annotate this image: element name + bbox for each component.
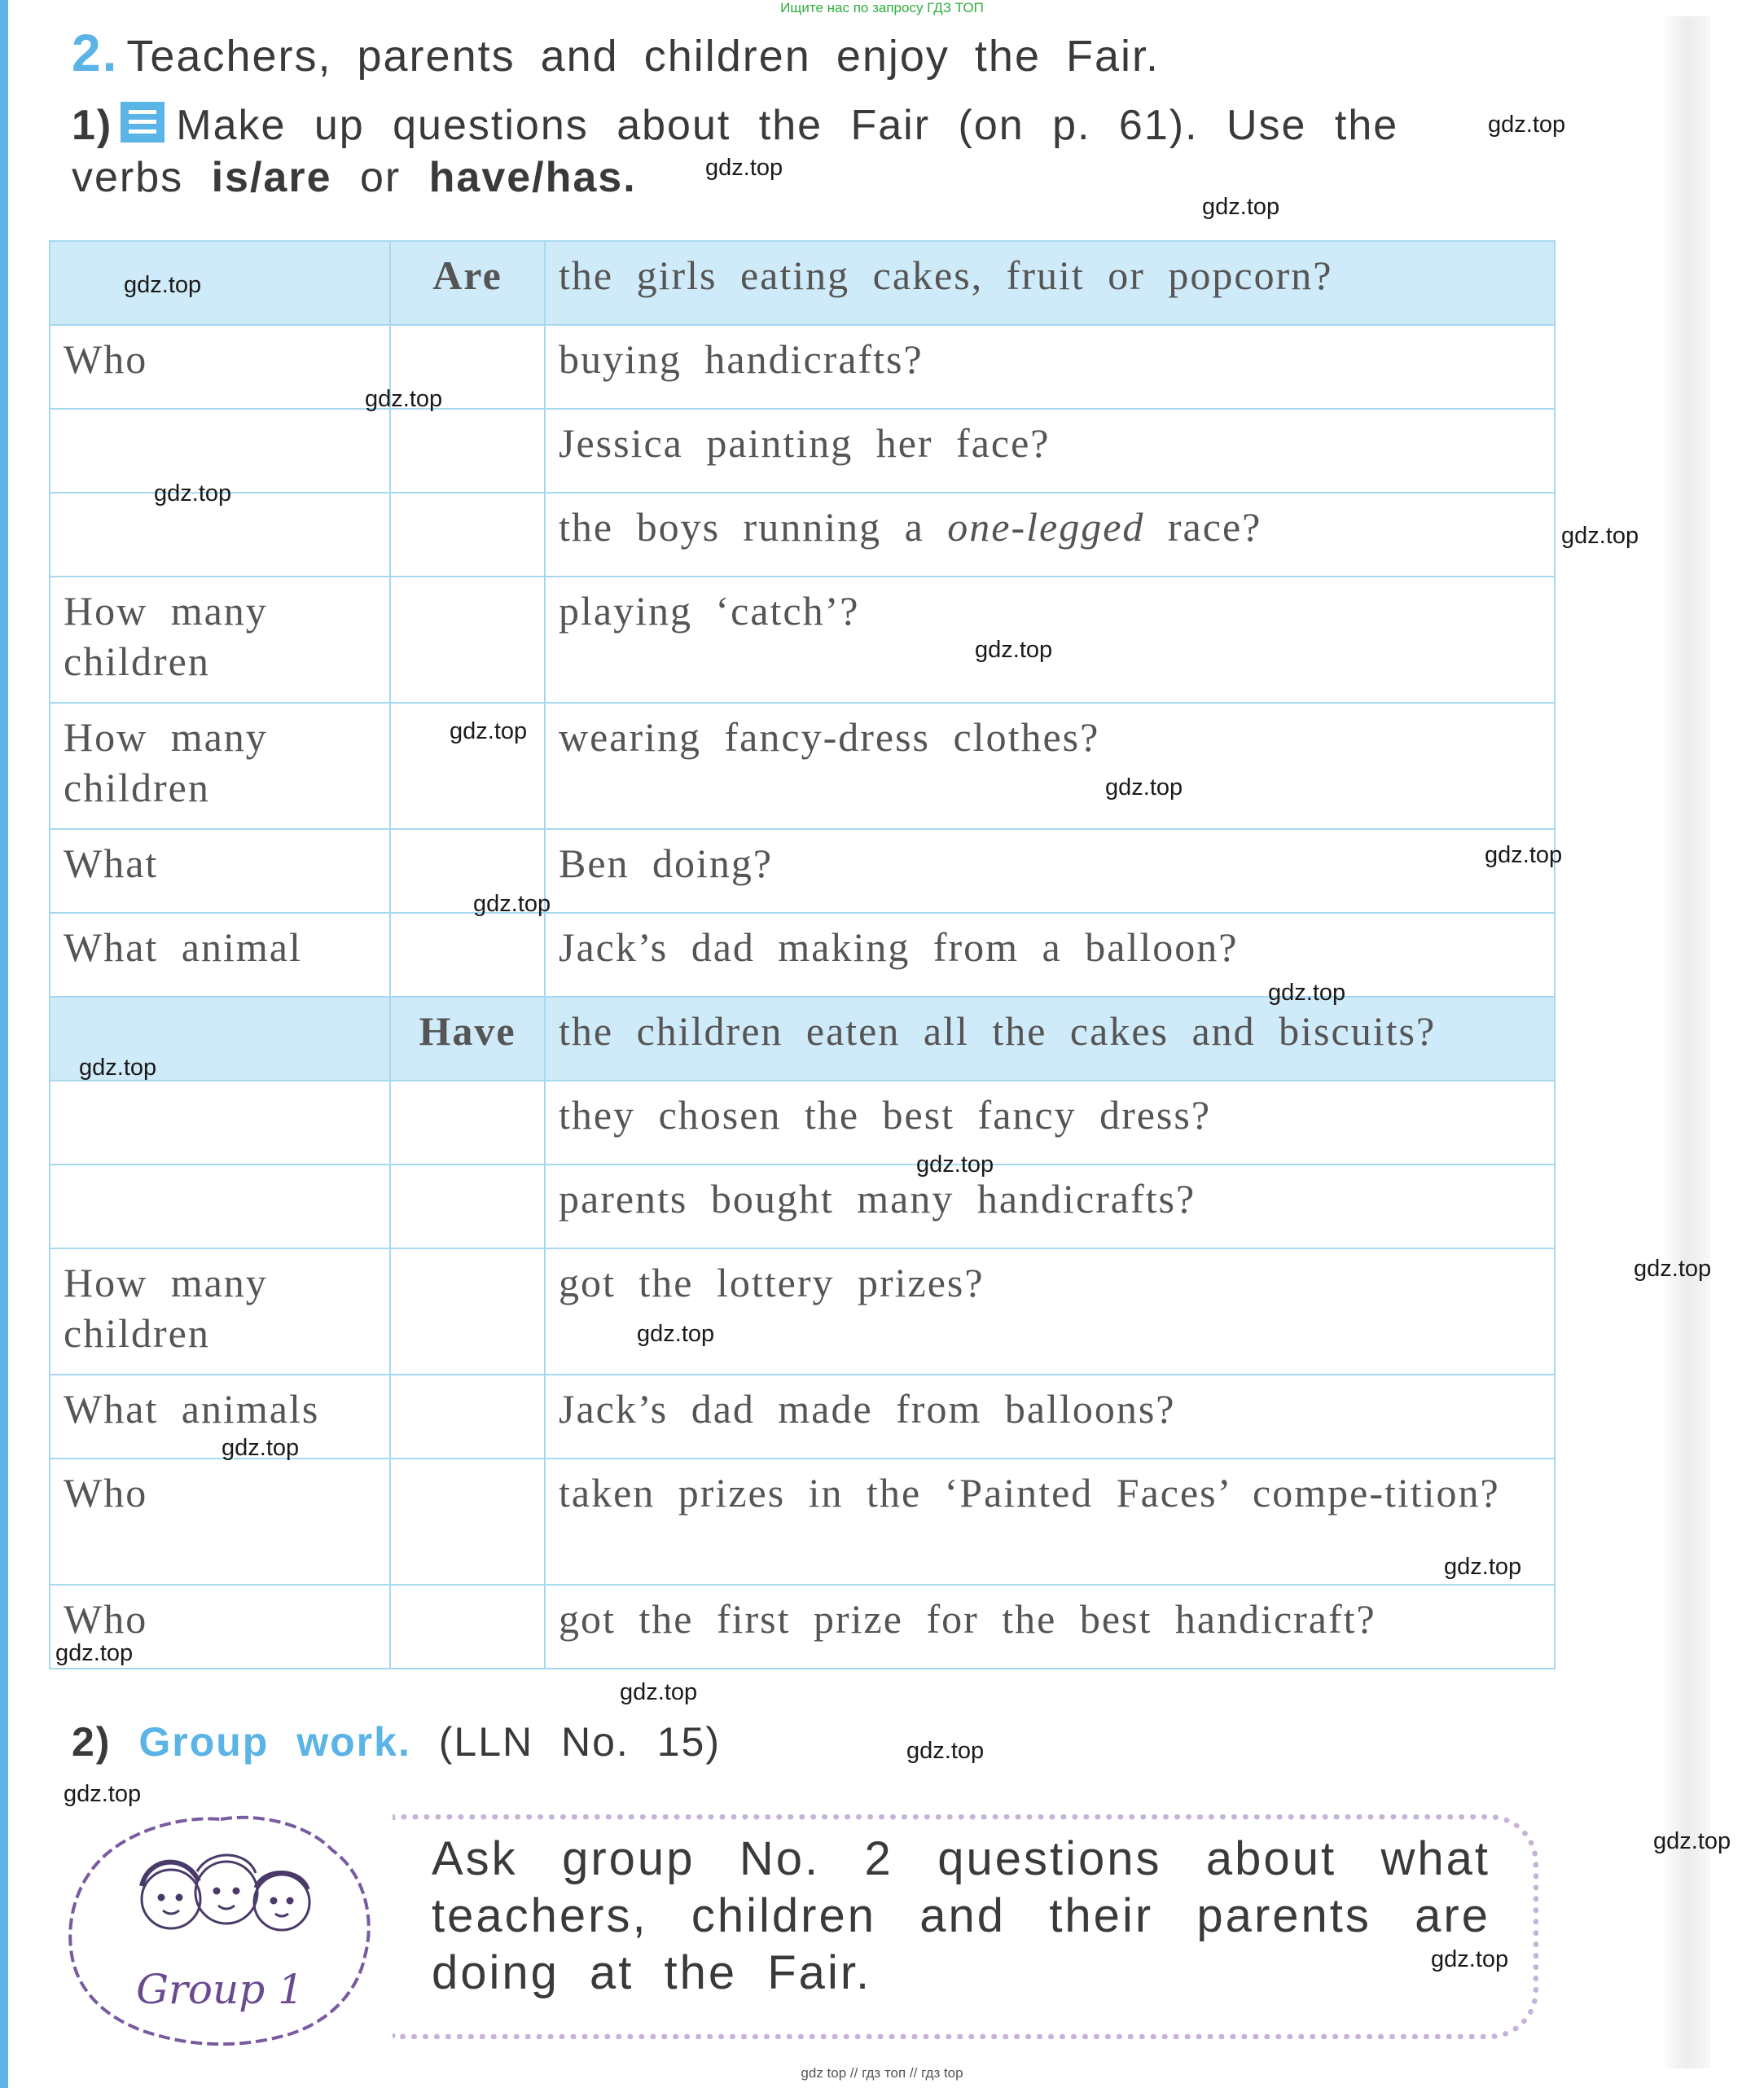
task2-heading <box>72 1718 721 1766</box>
task1-verbs-word: verbs <box>72 154 184 201</box>
task1-instruction <box>72 99 1398 204</box>
rest-cell: playing ‘catch’? <box>545 577 1555 703</box>
task2-prompt: Ask group No. 2 questions about what teachers, children and their parents are doing at the Fair. <box>432 1832 1490 1999</box>
task1-or-word: or <box>359 154 402 201</box>
top-note: Ищите нас по запросу ГДЗ ТОП <box>780 0 984 15</box>
bottom-note: gdz top // гдз топ // гдз top <box>801 2065 963 2081</box>
watermark: gdz.top <box>1202 194 1280 220</box>
watermark: gdz.top <box>975 637 1053 663</box>
verb-cell: Have <box>390 997 545 1081</box>
verb-cell <box>390 493 545 577</box>
exercise-title <box>72 23 1160 83</box>
rest-cell: they chosen the best fancy dress? <box>545 1081 1555 1165</box>
verb-cell <box>390 1248 545 1375</box>
table-row <box>50 493 1555 577</box>
lln-reference: (LLN No. 15) <box>438 1719 721 1765</box>
watermark: gdz.top <box>55 1640 134 1666</box>
rest-cell: got the lottery prizes? <box>545 1248 1555 1375</box>
table-row <box>50 829 1555 913</box>
verb-cell <box>390 913 545 997</box>
watermark: gdz.top <box>620 1679 698 1705</box>
table-row <box>50 1081 1555 1165</box>
watermark: gdz.top <box>473 891 551 917</box>
rest-cell <box>545 493 1555 577</box>
watermark: gdz.top <box>1105 774 1183 801</box>
rest-cell: the girls eating cakes, fruit or popcorn? <box>545 241 1555 325</box>
wh-cell: How many children <box>50 1248 390 1375</box>
rest-cell: wearing fancy-dress clothes? <box>545 703 1555 829</box>
watermark: gdz.top <box>154 480 232 507</box>
watermark: gdz.top <box>365 386 443 412</box>
watermark: gdz.top <box>906 1738 985 1764</box>
table-row <box>50 997 1555 1081</box>
rest-text-b: race? <box>1167 504 1262 550</box>
task1-line1-text: Make up questions about the Fair (on p. 61). Use the <box>176 102 1399 149</box>
table-row <box>50 325 1555 409</box>
exercise-title-text: Teachers, parents and children enjoy the Fair. <box>126 32 1161 81</box>
rest-cell: parents bought many handicrafts? <box>545 1165 1555 1248</box>
watermark: gdz.top <box>124 272 202 298</box>
wh-cell: How many children <box>50 577 390 703</box>
wh-cell: Who <box>50 1585 390 1669</box>
wh-cell <box>50 241 390 325</box>
exercise-number: 2. <box>72 24 119 82</box>
watermark: gdz.top <box>450 718 528 744</box>
watermark: gdz.top <box>916 1151 994 1178</box>
table-row <box>50 241 1555 325</box>
rest-text-italic: one-legged <box>947 504 1145 550</box>
rest-cell: taken prizes in the ‘Painted Faces’ compe-tition? <box>545 1459 1555 1585</box>
table-row <box>50 577 1555 703</box>
verb-cell <box>390 1459 545 1585</box>
rest-text-a: the boys running a <box>559 504 924 550</box>
wh-cell <box>50 1081 390 1165</box>
task1-label: 1) <box>72 102 113 149</box>
rest-cell: Ben doing? <box>545 829 1555 913</box>
table-row <box>50 1585 1555 1669</box>
group-work-label: Group work. <box>138 1719 411 1765</box>
task1-line1 <box>72 99 1398 151</box>
wh-cell: Who <box>50 1459 390 1585</box>
wh-cell: What animals <box>50 1375 390 1459</box>
rest-cell: the children eaten all the cakes and biscuits? <box>545 997 1555 1081</box>
table-row <box>50 409 1555 493</box>
verb-is-are: is/are <box>211 154 332 201</box>
rest-cell: got the first prize for the best handicraft? <box>545 1585 1555 1669</box>
watermark: gdz.top <box>1488 112 1566 138</box>
watermark: gdz.top <box>222 1435 300 1461</box>
watermark: gdz.top <box>1268 980 1346 1006</box>
wh-cell: Who <box>50 325 390 409</box>
rest-cell: Jessica painting her face? <box>545 409 1555 493</box>
rest-cell: buying handicrafts? <box>545 325 1555 409</box>
group-1-badge <box>64 1808 378 2049</box>
watermark: gdz.top <box>1485 842 1563 868</box>
verb-cell: Are <box>390 241 545 325</box>
rest-cell: Jack’s dad making from a balloon? <box>545 913 1555 997</box>
verb-have-has: have/has. <box>428 154 637 201</box>
table-row <box>50 1248 1555 1375</box>
rest-cell: Jack’s dad made from balloons? <box>545 1375 1555 1459</box>
verb-cell <box>390 1081 545 1165</box>
verb-cell <box>390 409 545 493</box>
task2-label: 2) <box>72 1719 112 1765</box>
watermark: gdz.top <box>1561 523 1639 549</box>
verb-cell <box>390 577 545 703</box>
table-row <box>50 703 1555 829</box>
watermark: gdz.top <box>79 1055 157 1081</box>
verb-cell <box>390 1165 545 1248</box>
wh-cell <box>50 1165 390 1248</box>
page-fold-shadow <box>1661 16 1710 2068</box>
wh-cell: What <box>50 829 390 913</box>
verb-cell <box>390 1375 545 1459</box>
watermark: gdz.top <box>705 155 783 181</box>
list-icon <box>121 102 165 143</box>
watermark: gdz.top <box>64 1781 142 1807</box>
table-row <box>50 1165 1555 1248</box>
table-row <box>50 1459 1555 1585</box>
watermark: gdz.top <box>1444 1554 1522 1580</box>
page-edge-bar <box>0 0 8 2088</box>
watermark: gdz.top <box>1653 1828 1731 1854</box>
verb-cell <box>390 1585 545 1669</box>
wh-cell: How many children <box>50 703 390 829</box>
wh-cell: What animal <box>50 913 390 997</box>
watermark: gdz.top <box>1634 1256 1712 1282</box>
watermark: gdz.top <box>1431 1946 1509 1972</box>
watermark: gdz.top <box>637 1321 715 1347</box>
badge-text: Group 1 <box>136 1966 304 2013</box>
